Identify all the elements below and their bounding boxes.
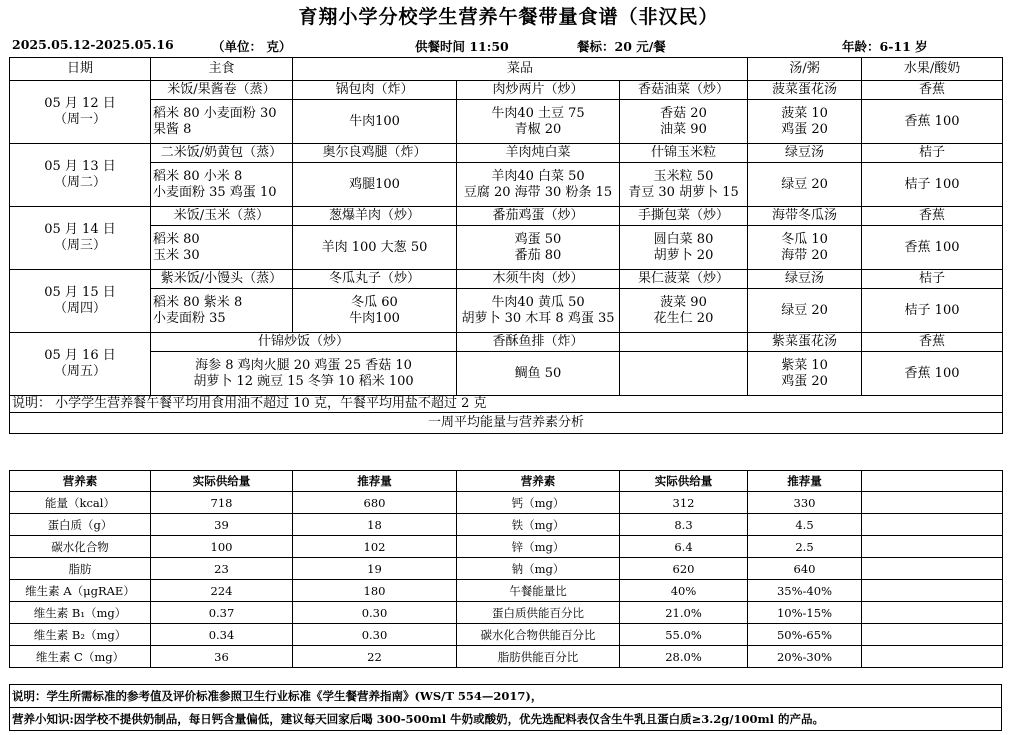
nutrition-cell: 40% xyxy=(620,580,748,602)
header-staple: 主食 xyxy=(151,58,293,81)
weekday-text: （周二） xyxy=(53,175,106,190)
soup-name: 绿豆汤 xyxy=(748,144,862,163)
fruit-detail: 桔子 100 xyxy=(862,163,1003,207)
nutrition-cell: 18 xyxy=(293,514,457,536)
weekday-text: （周四） xyxy=(53,301,106,316)
nutrition-cell: 维生素 B₁（mg） xyxy=(10,602,151,624)
staple-detail: 稻米 80 小麦面粉 30 果酱 8 xyxy=(151,100,293,144)
empty-cell xyxy=(862,580,1003,602)
footer-line: 营养小知识:因学校不提供奶制品，每日钙含量偏低，建议每天回家后喝 300-500ml 牛奶或酸奶，优先选配料表仅含生牛乳且蛋白质≥3.2g/100ml 的产品。 xyxy=(10,708,1002,731)
fruit-detail: 桔子 100 xyxy=(862,289,1003,333)
nutrition-cell: 钙（mg） xyxy=(457,492,620,514)
dish2-name: 羊肉炖白菜 xyxy=(457,144,620,163)
nutrition-cell: 28.0% xyxy=(620,646,748,668)
dish3-detail: 菠菜 90 花生仁 20 xyxy=(620,289,748,333)
meal-time: 供餐时间 11:50 xyxy=(415,39,509,54)
day-detail-row xyxy=(10,163,1003,207)
nutrition-cell: 20%-30% xyxy=(748,646,862,668)
nutrition-cell: 2.5 xyxy=(748,536,862,558)
dish1-detail: 牛肉100 xyxy=(293,100,457,144)
nutrition-row xyxy=(10,536,1003,558)
nutrition-cell: 102 xyxy=(293,536,457,558)
fruit-name: 桔子 xyxy=(862,270,1003,289)
nutrition-cell: 脂肪 xyxy=(10,558,151,580)
menu-header-row xyxy=(10,58,1003,81)
combined-detail: 海参 8 鸡肉火腿 20 鸡蛋 25 香菇 10 胡萝卜 12 豌豆 15 冬笋 10 稻米 100 xyxy=(151,352,457,396)
nutrition-row xyxy=(10,492,1003,514)
footer-line: 说明：学生所需标准的参考值及评价标准参照卫生行业标准《学生餐营养指南》(WS/T 554—2017)， xyxy=(10,685,1002,708)
dish1-name: 锅包肉（炸） xyxy=(293,81,457,100)
nutrition-cell: 0.37 xyxy=(151,602,293,624)
nutrition-cell: 640 xyxy=(748,558,862,580)
soup-detail: 紫菜 10 鸡蛋 20 xyxy=(748,352,862,396)
nutrition-header-cell: 实际供给量 xyxy=(151,471,293,492)
nutrition-cell: 330 xyxy=(748,492,862,514)
day-row xyxy=(10,207,1003,226)
date-text: 05 月 16 日 xyxy=(44,348,116,363)
nutrition-header-cell: 推荐量 xyxy=(293,471,457,492)
age-range: 年龄：6-11 岁 xyxy=(842,39,928,54)
note-row xyxy=(10,396,1003,413)
header-soup: 汤/粥 xyxy=(748,58,862,81)
date-cell xyxy=(10,270,151,333)
date-range: 2025.05.12-2025.05.16 xyxy=(12,37,174,52)
fruit-name: 香蕉 xyxy=(862,81,1003,100)
nutrition-cell: 蛋白质（g） xyxy=(10,514,151,536)
analysis-title-row xyxy=(10,413,1003,434)
dish3-detail: 玉米粒 50 青豆 30 胡萝卜 15 xyxy=(620,163,748,207)
nutrition-cell: 21.0% xyxy=(620,602,748,624)
dish1-name: 葱爆羊肉（炒） xyxy=(293,207,457,226)
date-cell xyxy=(10,333,151,396)
empty-cell xyxy=(862,492,1003,514)
nutrition-cell: 锌（mg） xyxy=(457,536,620,558)
nutrition-cell: 620 xyxy=(620,558,748,580)
nutrition-cell: 8.3 xyxy=(620,514,748,536)
dish1-name: 奥尔良鸡腿（炸） xyxy=(293,144,457,163)
dish3-name: 果仁菠菜（炒） xyxy=(620,270,748,289)
day-row xyxy=(10,333,1003,352)
nutrition-header-cell: 营养素 xyxy=(457,471,620,492)
fruit-detail: 香蕉 100 xyxy=(862,226,1003,270)
date-text: 05 月 12 日 xyxy=(44,96,116,111)
nutrition-cell: 23 xyxy=(151,558,293,580)
nutrition-cell: 钠（mg） xyxy=(457,558,620,580)
staple-name: 紫米饭/小馒头（蒸） xyxy=(151,270,293,289)
nutrition-header-cell: 推荐量 xyxy=(748,471,862,492)
nutrition-cell: 碳水化合物 xyxy=(10,536,151,558)
date-cell xyxy=(10,81,151,144)
soup-name: 菠菜蛋花汤 xyxy=(748,81,862,100)
soup-name: 海带冬瓜汤 xyxy=(748,207,862,226)
dish1-detail: 羊肉 100 大葱 50 xyxy=(293,226,457,270)
fruit-name: 香蕉 xyxy=(862,207,1003,226)
day-row xyxy=(10,81,1003,100)
dish2-detail: 牛肉40 黄瓜 50 胡萝卜 30 木耳 8 鸡蛋 35 xyxy=(457,289,620,333)
empty-cell xyxy=(862,646,1003,668)
nutrition-row xyxy=(10,646,1003,668)
nutrition-row xyxy=(10,514,1003,536)
nutrition-cell: 蛋白质供能百分比 xyxy=(457,602,620,624)
fruit-detail: 香蕉 100 xyxy=(862,100,1003,144)
empty-cell xyxy=(862,536,1003,558)
nutrition-header-cell: 营养素 xyxy=(10,471,151,492)
combined-name: 什锦炒饭（炒） xyxy=(151,333,457,352)
date-text: 05 月 15 日 xyxy=(44,285,116,300)
nutrition-cell: 碳水化合物供能百分比 xyxy=(457,624,620,646)
note-text: 说明： 小学学生营养餐午餐平均用食用油不超过 10 克，午餐平均用盐不超过 2 克 xyxy=(10,396,1003,413)
nutrition-cell: 维生素 C（mg） xyxy=(10,646,151,668)
dish3-name: 香菇油菜（炒） xyxy=(620,81,748,100)
menu-table xyxy=(9,57,1003,434)
nutrition-cell: 180 xyxy=(293,580,457,602)
dish1-name: 冬瓜丸子（炒） xyxy=(293,270,457,289)
dish3-detail xyxy=(620,352,748,396)
page-title: 育翔小学分校学生营养午餐带量食谱（非汉民） xyxy=(298,6,719,28)
weekday-text: （周五） xyxy=(53,364,106,379)
day-detail-row xyxy=(10,352,1003,396)
dish2-detail: 鸡蛋 50 番茄 80 xyxy=(457,226,620,270)
staple-name: 米饭/玉米（蒸） xyxy=(151,207,293,226)
nutrition-cell: 6.4 xyxy=(620,536,748,558)
soup-detail: 绿豆 20 xyxy=(748,163,862,207)
dish2-detail: 鲷鱼 50 xyxy=(457,352,620,396)
dish2-name: 香酥鱼排（炸） xyxy=(457,333,620,352)
dish3-name: 手撕包菜（炒） xyxy=(620,207,748,226)
fruit-name: 香蕉 xyxy=(862,333,1003,352)
meal-standard: 餐标：20 元/餐 xyxy=(577,39,666,54)
nutrition-cell: 铁（mg） xyxy=(457,514,620,536)
nutrition-cell: 718 xyxy=(151,492,293,514)
fruit-detail: 香蕉 100 xyxy=(862,352,1003,396)
nutrition-cell: 4.5 xyxy=(748,514,862,536)
nutrition-cell: 55.0% xyxy=(620,624,748,646)
soup-name: 紫菜蛋花汤 xyxy=(748,333,862,352)
dish2-detail: 牛肉40 土豆 75 青椒 20 xyxy=(457,100,620,144)
dish1-detail: 鸡腿100 xyxy=(293,163,457,207)
nutrition-cell: 10%-15% xyxy=(748,602,862,624)
fruit-name: 桔子 xyxy=(862,144,1003,163)
dish2-name: 木须牛肉（炒） xyxy=(457,270,620,289)
header-fruit: 水果/酸奶 xyxy=(862,58,1003,81)
dish3-name: 什锦玉米粒 xyxy=(620,144,748,163)
soup-name: 绿豆汤 xyxy=(748,270,862,289)
header-dish: 菜品 xyxy=(293,58,748,81)
nutrition-cell: 35%-40% xyxy=(748,580,862,602)
footer-table xyxy=(9,684,1002,731)
date-text: 05 月 13 日 xyxy=(44,159,116,174)
nutrition-cell: 312 xyxy=(620,492,748,514)
nutrition-row xyxy=(10,558,1003,580)
nutrition-cell: 50%-65% xyxy=(748,624,862,646)
staple-name: 米饭/果酱卷（蒸） xyxy=(151,81,293,100)
empty-cell xyxy=(862,514,1003,536)
day-detail-row xyxy=(10,226,1003,270)
empty-cell xyxy=(862,471,1003,492)
date-text: 05 月 14 日 xyxy=(44,222,116,237)
staple-detail: 稻米 80 玉米 30 xyxy=(151,226,293,270)
analysis-title: 一周平均能量与营养素分析 xyxy=(10,413,1003,434)
dish3-name xyxy=(620,333,748,352)
nutrition-cell: 39 xyxy=(151,514,293,536)
nutrition-cell: 维生素 A（μgRAE） xyxy=(10,580,151,602)
dish1-detail: 冬瓜 60 牛肉100 xyxy=(293,289,457,333)
dish3-detail: 香菇 20 油菜 90 xyxy=(620,100,748,144)
nutrition-row xyxy=(10,624,1003,646)
date-cell xyxy=(10,144,151,207)
dish3-detail: 圆白菜 80 胡萝卜 20 xyxy=(620,226,748,270)
empty-cell xyxy=(862,558,1003,580)
nutrition-header-row xyxy=(10,471,1003,492)
day-detail-row xyxy=(10,100,1003,144)
nutrition-cell: 224 xyxy=(151,580,293,602)
nutrition-cell: 100 xyxy=(151,536,293,558)
nutrition-cell: 0.30 xyxy=(293,602,457,624)
unit-label: （单位： 克） xyxy=(212,39,292,54)
weekday-text: （周一） xyxy=(53,112,106,127)
empty-cell xyxy=(862,602,1003,624)
nutrition-row xyxy=(10,602,1003,624)
nutrition-cell: 0.34 xyxy=(151,624,293,646)
nutrition-row xyxy=(10,580,1003,602)
staple-detail: 稻米 80 紫米 8 小麦面粉 35 xyxy=(151,289,293,333)
nutrition-header-cell: 实际供给量 xyxy=(620,471,748,492)
soup-detail: 菠菜 10 鸡蛋 20 xyxy=(748,100,862,144)
date-cell xyxy=(10,207,151,270)
day-row xyxy=(10,270,1003,289)
nutrition-cell: 19 xyxy=(293,558,457,580)
day-row xyxy=(10,144,1003,163)
nutrition-cell: 能量（kcal） xyxy=(10,492,151,514)
dish2-detail: 羊肉40 白菜 50 豆腐 20 海带 30 粉条 15 xyxy=(457,163,620,207)
staple-name: 二米饭/奶黄包（蒸） xyxy=(151,144,293,163)
nutrition-cell: 维生素 B₂（mg） xyxy=(10,624,151,646)
soup-detail: 冬瓜 10 海带 20 xyxy=(748,226,862,270)
staple-detail: 稻米 80 小米 8 小麦面粉 35 鸡蛋 10 xyxy=(151,163,293,207)
nutrition-cell: 22 xyxy=(293,646,457,668)
nutrition-table xyxy=(9,470,1003,668)
nutrition-cell: 0.30 xyxy=(293,624,457,646)
dish2-name: 番茄鸡蛋（炒） xyxy=(457,207,620,226)
header-date: 日期 xyxy=(10,58,151,81)
soup-detail: 绿豆 20 xyxy=(748,289,862,333)
day-detail-row xyxy=(10,289,1003,333)
weekday-text: （周三） xyxy=(53,238,106,253)
nutrition-cell: 680 xyxy=(293,492,457,514)
nutrition-cell: 36 xyxy=(151,646,293,668)
empty-cell xyxy=(862,624,1003,646)
nutrition-cell: 脂肪供能百分比 xyxy=(457,646,620,668)
dish2-name: 肉炒两片（炒） xyxy=(457,81,620,100)
nutrition-cell: 午餐能量比 xyxy=(457,580,620,602)
